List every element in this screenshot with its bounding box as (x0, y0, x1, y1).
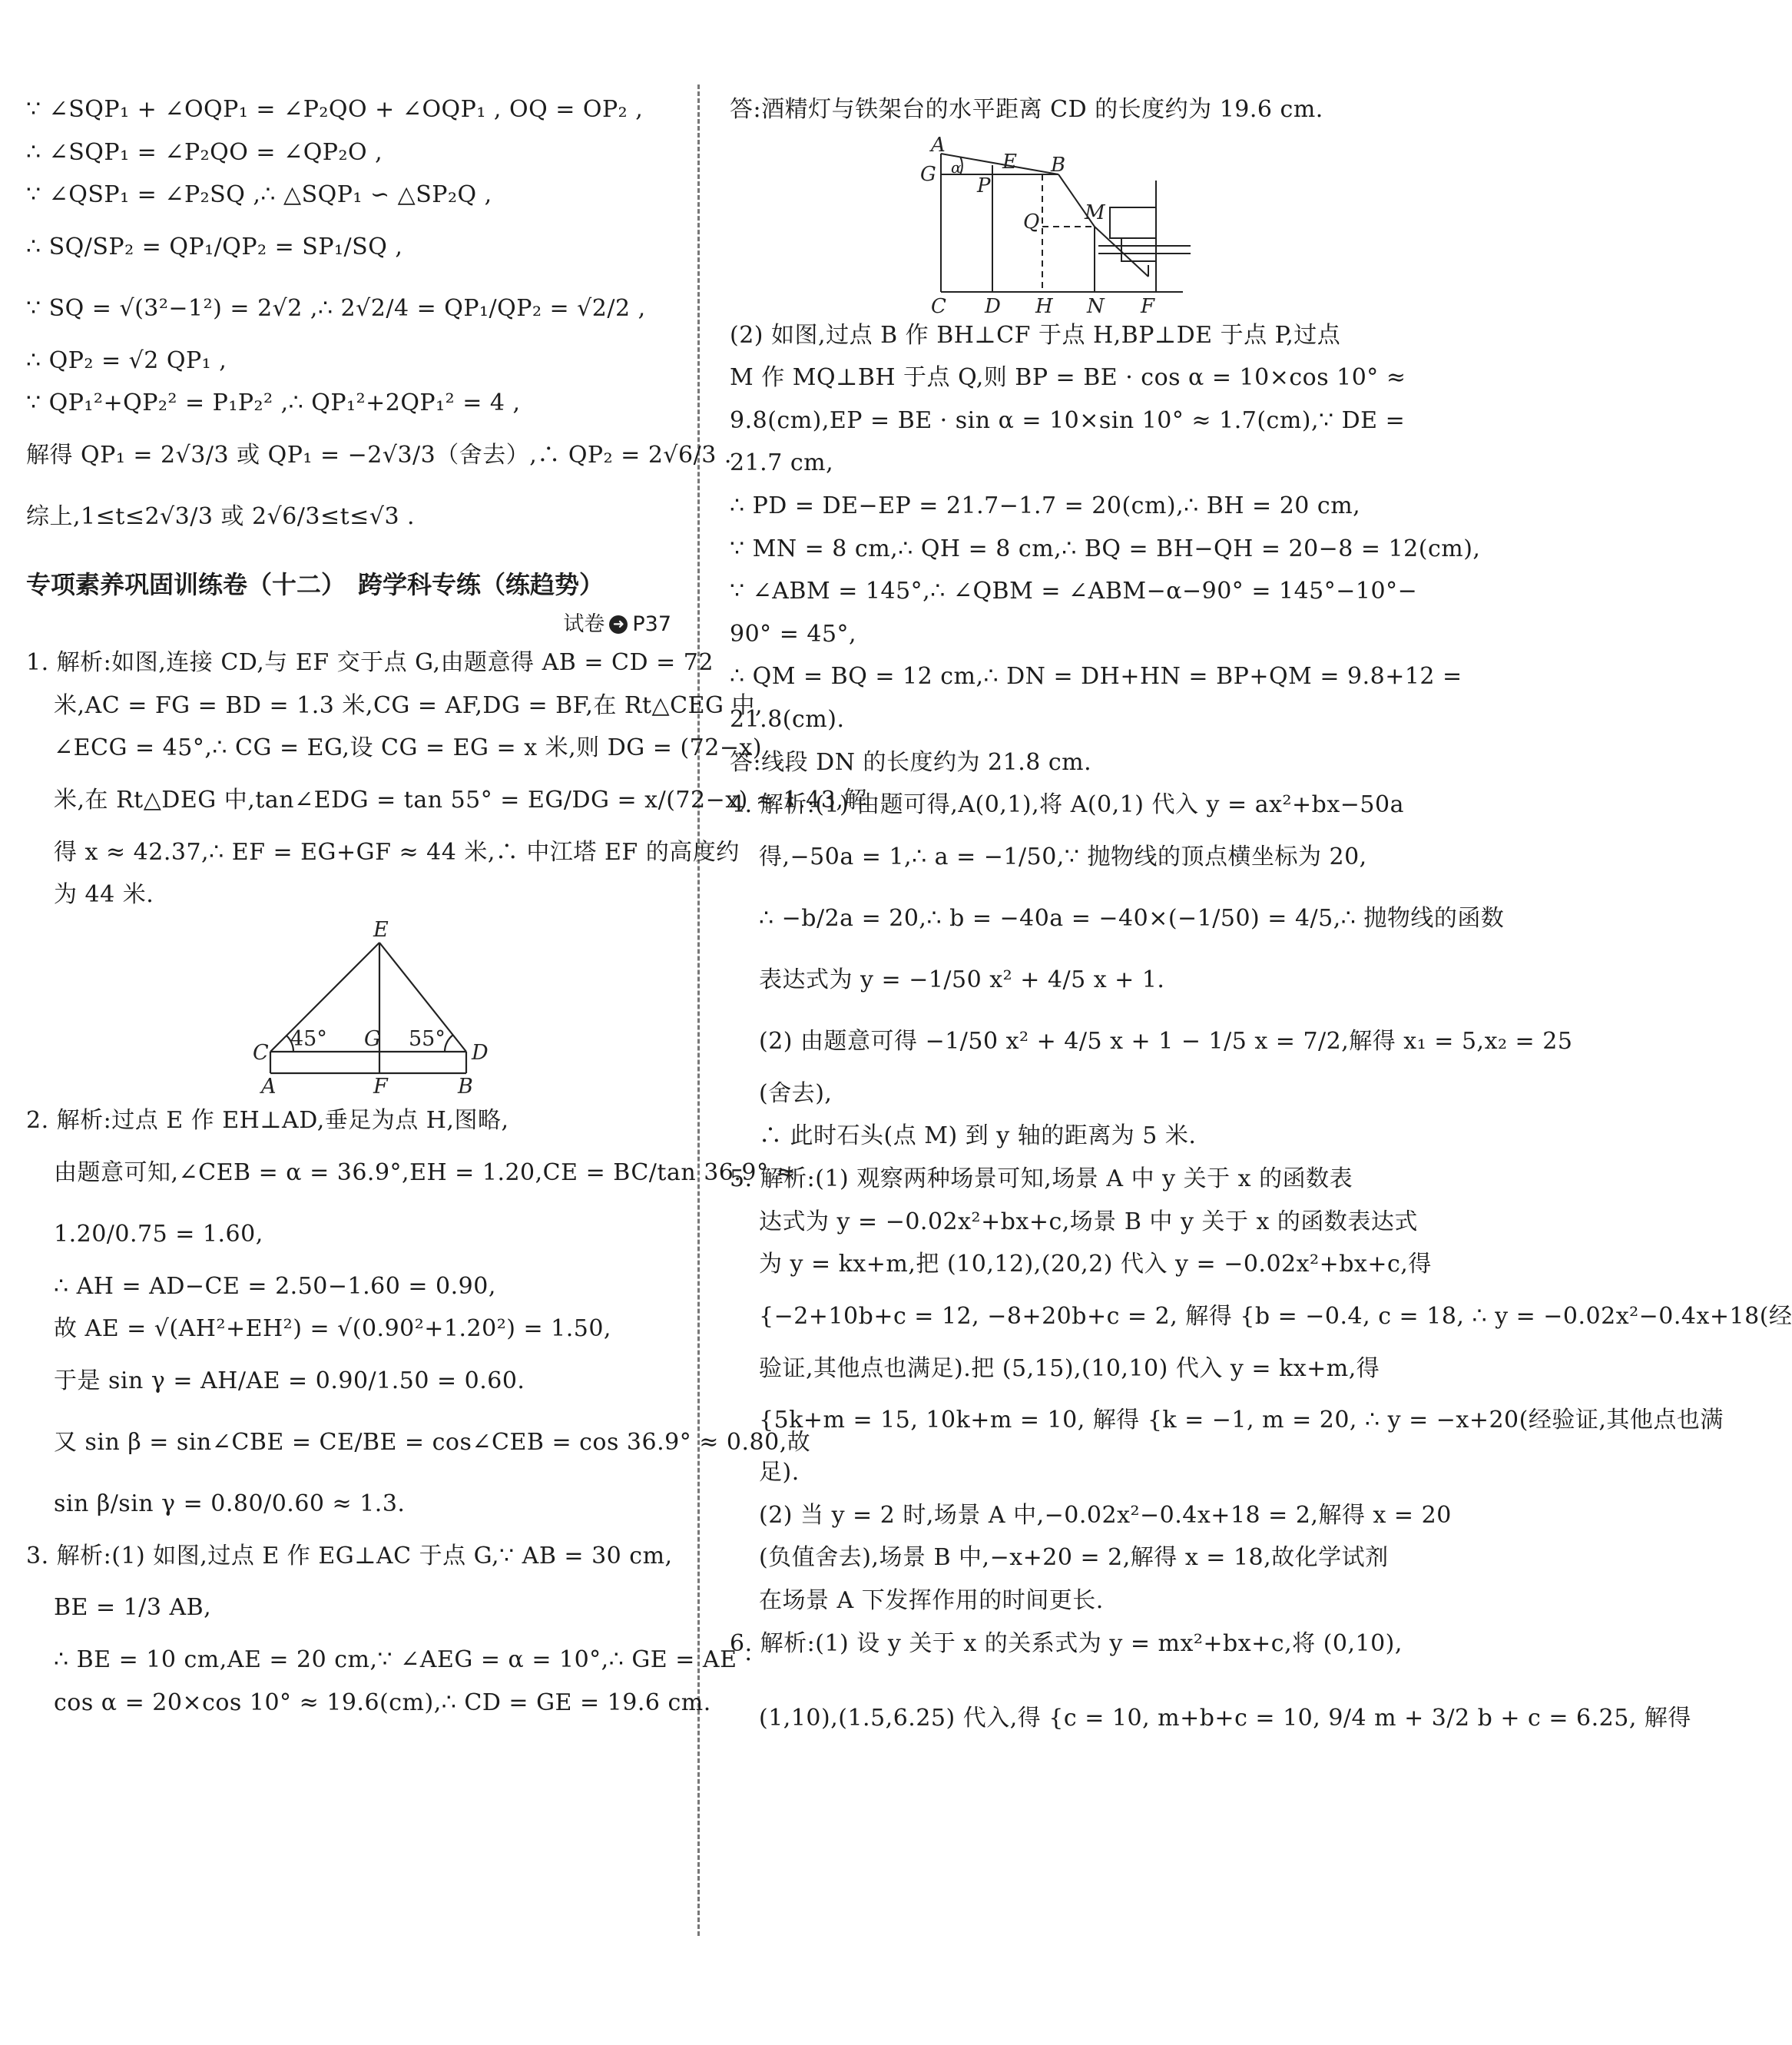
tower-triangle-diagram (26, 917, 677, 1099)
text-line: ∴ 此时石头(点 M) 到 y 轴的距离为 5 米. (759, 1122, 1197, 1150)
text-line: 1.20/0.75 = 1.60, (54, 1220, 263, 1248)
text-line: {−2+10b+c = 12, −8+20b+c = 2, 解得 {b = −0.4, c = 18, ∴ y = −0.02x²−0.4x+18(经 (759, 1302, 1792, 1330)
text-line: 由题意可知,∠CEB = α = 36.9°,EH = 1.20,CE = BC/tan 36.9° ≈ (54, 1158, 797, 1186)
text-line: 6. 解析:(1) 设 y 关于 x 的关系式为 y = mx²+bx+c,将 (0,10), (730, 1629, 1403, 1657)
section-title: 专项素养巩固训练卷（十二） 跨学科专练（练趋势） (26, 569, 605, 599)
label-C: C (253, 1040, 269, 1065)
lab-apparatus-diagram (730, 133, 1375, 318)
text-line: ∴ −b/2a = 20,∴ b = −40a = −40×(−1/50) = 4/5,∴ 抛物线的函数 (759, 904, 1505, 932)
text-line: (1,10),(1.5,6.25) 代入,得 {c = 10, m+b+c = 10, 9/4 m + 3/2 b + c = 6.25, 解得 (759, 1705, 1691, 1732)
label-E: E (1002, 150, 1017, 174)
text-line: 在场景 A 下发挥作用的时间更长. (759, 1587, 1104, 1615)
label-angle-45: 45° (290, 1026, 327, 1051)
text-line: (舍去), (759, 1079, 833, 1107)
text-line: {5k+m = 15, 10k+m = 10, 解得 {k = −1, m = 20, ∴ y = −x+20(经验证,其他点也满 (759, 1407, 1724, 1434)
right-column (730, 88, 1792, 1749)
text-line: 表达式为 y = −1/50 x² + 4/5 x + 1. (759, 966, 1165, 993)
label-H: H (1035, 294, 1053, 318)
text-line: (2) 由题意可得 −1/50 x² + 4/5 x + 1 − 1/5 x = 7/2,解得 x₁ = 5,x₂ = 25 (759, 1027, 1573, 1055)
text-line: 故 AE = √(AH²+EH²) = √(0.90²+1.20²) = 1.50, (54, 1315, 611, 1343)
text-line: ∴ ∠SQP₁ = ∠P₂QO = ∠QP₂O , (26, 138, 383, 166)
text-line: 米,在 Rt△DEG 中,tan∠EDG = tan 55° = EG/DG = x/(72−x) ≈ 1.43,解 (54, 786, 867, 814)
text-line: (2) 当 y = 2 时,场景 A 中,−0.02x²−0.4x+18 = 2,解得 x = 20 (759, 1501, 1452, 1529)
text-line: 90° = 45°, (730, 620, 857, 648)
text-line: 得 x ≈ 42.37,∴ EF = EG+GF ≈ 44 米,∴ 中江塔 EF 的高度约 (54, 838, 740, 866)
text-line: 米,AC = FG = BD = 1.3 米,CG = AF,DG = BF,在 Rt△CEG 中, (54, 691, 764, 719)
text-line: 达式为 y = −0.02x²+bx+c,场景 B 中 y 关于 x 的函数表达式 (759, 1208, 1418, 1235)
problem-3-continued (730, 88, 1481, 784)
text-line: BE = 1/3 AB, (54, 1594, 212, 1622)
text-line: ∴ QM = BQ = 12 cm,∴ DN = DH+HN = BP+QM = 9.8+12 = (730, 663, 1462, 691)
text-line: (负值舍去),场景 B 中,−x+20 = 2,解得 x = 18,故化学试剂 (759, 1544, 1389, 1572)
text-line: ∵ QP₁²+QP₂² = P₁P₂² ,∴ QP₁²+2QP₁² = 4 , (26, 389, 521, 417)
text-line: M 作 MQ⊥BH 于点 Q,则 BP = BE · cos α = 10×cos 10° ≈ (730, 364, 1406, 392)
text-line: 1. 解析:如图,连接 CD,与 EF 交于点 G,由题意得 AB = CD = 72 (26, 648, 714, 676)
problem-3 (26, 1535, 753, 1725)
text-line: 21.8(cm). (730, 705, 845, 733)
label-A: A (261, 1074, 277, 1099)
text-line: 答:线段 DN 的长度约为 21.8 cm. (730, 748, 1092, 776)
text-line: ∵ SQ = √(3²−1²) = 2√2 ,∴ 2√2/4 = QP₁/QP₂ = √2/2 , (26, 294, 646, 322)
text-line: ∵ ∠SQP₁ + ∠OQP₁ = ∠P₂QO + ∠OQP₁ , OQ = OP₂ , (26, 96, 644, 123)
text-line: ∠ECG = 45°,∴ CG = EG,设 CG = EG = x 米,则 DG = (72−x) (54, 734, 763, 762)
text-line: 9.8(cm),EP = BE · sin α = 10×sin 10° ≈ 1.7(cm),∵ DE = (730, 406, 1406, 434)
text-line: 5. 解析:(1) 观察两种场景可知,场景 A 中 y 关于 x 的函数表 (730, 1165, 1353, 1192)
text-line: 2. 解析:过点 E 作 EH⊥AD,垂足为点 H,图略, (26, 1106, 509, 1134)
text-line: 为 y = kx+m,把 (10,12),(20,2) 代入 y = −0.02x²+bx+c,得 (759, 1251, 1432, 1278)
text-line: 为 44 米. (54, 881, 154, 909)
text-line: 验证,其他点也满足).把 (5,15),(10,10) 代入 y = kx+m,得 (759, 1354, 1380, 1382)
arrow-right-icon: ➜ (609, 615, 628, 634)
label-D: D (985, 294, 1001, 318)
text-line: 答:酒精灯与铁架台的水平距离 CD 的长度约为 19.6 cm. (730, 96, 1323, 123)
text-line: ∵ ∠ABM = 145°,∴ ∠QBM = ∠ABM−α−90° = 145°−10°− (730, 578, 1418, 605)
text-line: 足). (759, 1459, 800, 1487)
text-line: 于是 sin γ = AH/AE = 0.90/1.50 = 0.60. (54, 1367, 525, 1394)
label-B: B (1051, 153, 1066, 177)
problem-5 (730, 1158, 1792, 1622)
reference-page: P37 (632, 612, 671, 636)
text-line: 4. 解析:(1) 由题可得,A(0,1),将 A(0,1) 代入 y = ax²+bx−50a (730, 791, 1404, 819)
label-Q: Q (1023, 210, 1040, 234)
problem-4 (730, 784, 1573, 1158)
text-line: 综上,1≤t≤2√3/3 或 2√6/3≤t≤√3 . (26, 502, 416, 530)
text-line: cos α = 20×cos 10° ≈ 19.6(cm),∴ CD = GE = 19.6 cm. (54, 1689, 711, 1716)
text-line: 解得 QP₁ = 2√3/3 或 QP₁ = −2√3/3（舍去）,∴ QP₂ = 2√6/3 . (26, 441, 732, 469)
label-E: E (373, 917, 389, 942)
label-G: G (920, 162, 936, 186)
text-line: 又 sin β = sin∠CBE = CE/BE = cos∠CEB = cos 36.9° ≈ 0.80,故 (54, 1428, 811, 1456)
label-C: C (931, 294, 946, 318)
text-line: ∵ MN = 8 cm,∴ QH = 8 cm,∴ BQ = BH−QH = 20−8 = 12(cm), (730, 535, 1481, 562)
text-line: ∴ BE = 10 cm,AE = 20 cm,∵ ∠AEG = α = 10°,∴ GE = AE · (54, 1646, 753, 1674)
label-alpha: α (951, 157, 962, 177)
problem-2 (26, 1099, 811, 1535)
page-reference (26, 608, 677, 641)
label-angle-55: 55° (409, 1026, 446, 1051)
text-line: (2) 如图,过点 B 作 BH⊥CF 于点 H,BP⊥DE 于点 P,过点 (730, 321, 1341, 349)
label-M: M (1085, 201, 1105, 224)
text-line: ∴ PD = DE−EP = 21.7−1.7 = 20(cm),∴ BH = 20 cm, (730, 492, 1361, 519)
text-line: ∴ AH = AD−CE = 2.50−1.60 = 0.90, (54, 1272, 496, 1300)
text-line: 3. 解析:(1) 如图,过点 E 作 EG⊥AC 于点 G,∵ AB = 30 cm, (26, 1542, 673, 1569)
label-F: F (373, 1074, 388, 1099)
label-F: F (1141, 294, 1155, 318)
text-line: ∴ QP₂ = √2 QP₁ , (26, 346, 227, 374)
text-line: 21.7 cm, (730, 449, 834, 477)
label-P: P (977, 174, 991, 197)
label-N: N (1087, 294, 1105, 318)
text-line: ∴ SQ/SP₂ = QP₁/QP₂ = SP₁/SQ , (26, 233, 403, 260)
problem-6 (730, 1622, 1691, 1750)
label-B: B (458, 1074, 473, 1099)
label-A: A (931, 133, 946, 157)
label-D: D (472, 1040, 489, 1065)
reference-label: 试卷 (563, 612, 605, 636)
text-line: 得,−50a = 1,∴ a = −1/50,∵ 抛物线的顶点横坐标为 20, (759, 843, 1367, 870)
text-line: sin β/sin γ = 0.80/0.60 ≈ 1.3. (54, 1490, 406, 1517)
text-line: ∵ ∠QSP₁ = ∠P₂SQ ,∴ △SQP₁ ∽ △SP₂Q , (26, 181, 492, 209)
label-G: G (364, 1026, 381, 1051)
